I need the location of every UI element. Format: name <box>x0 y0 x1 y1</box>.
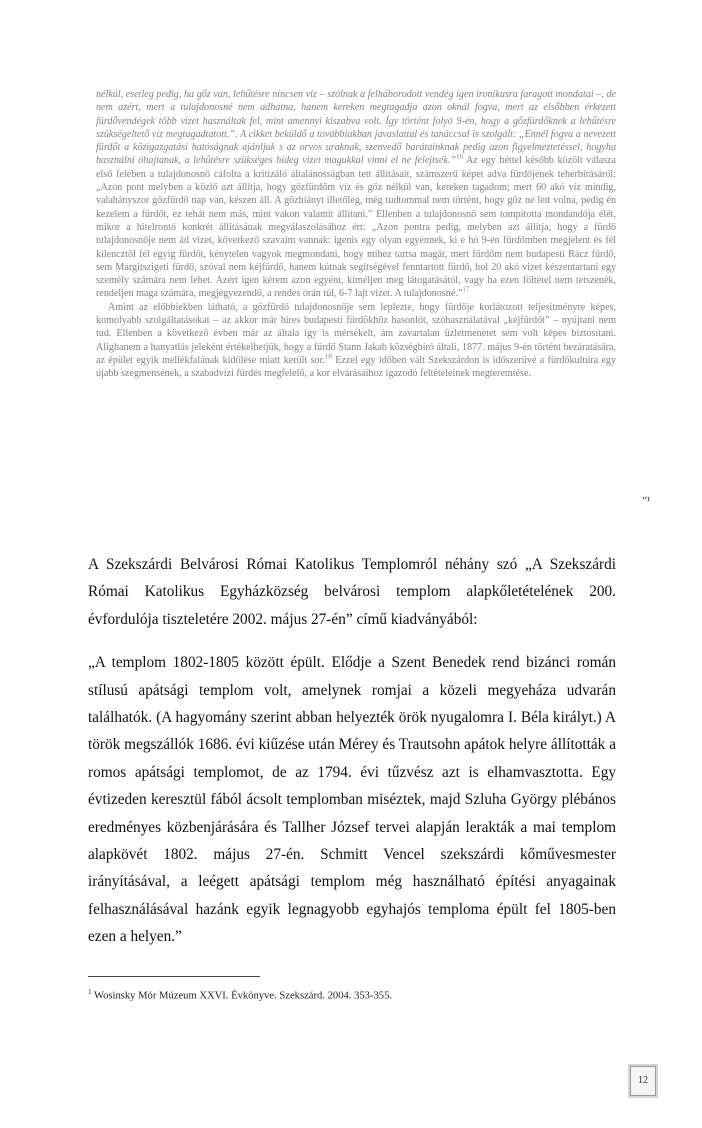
scanned-quotation-block <box>96 88 616 381</box>
footnote <box>88 988 608 1002</box>
footnote-number: 1 <box>88 988 92 996</box>
intro-paragraph: A Szekszárdi Belvárosi Római Katolikus Templomról néhány szó „A Szekszárdi Római Katolikus Egyházközség belvárosi templom alapkőletételének 200. évfordulója tiszteletére 2002. május 27-én” című kiadványából: <box>88 556 616 628</box>
quote-paragraph: „A templom 1802-1805 között épült. Elődje a Szent Benedek rend bizánci román stílusú apátsági templom volt, amelynek romjai a közeli megyeháza udvarán találhatók. (A hagyomány szerint abban helyezték örök nyugalomra I. Béla királyt.) A török megszállók 1686. évi kiűzése után Mérey és Trautsohn apátok helyre állították a romos apátsági templomot, de az 1794. évi tűzvész azt is elhamvasztotta. Egy évtizeden keresztül fából ácsolt templomban miséztek, majd Szluha György plébános eredményes közbenjárására és Tallher József tervei alapján lerakták a mai templom alapkövét 1802. május 27-én. Schmitt Vencel szekszárdi kőművesmester irányításával, a leégett apátsági templom még használható építési anyagainak felhasználásával hazánk egyik legnagyobb egyhajós temploma épült fel 1805-ben ezen a helyen.” <box>88 654 616 946</box>
footnote-divider <box>88 976 260 977</box>
scan-text: Az egy héttel később közölt válasza első felében a tulajdonosnő cáfolta a kritizáló általánosságban tett állításait, számszerű képet adva fürdőjének teherbírásáról: „Azon pont melyben a közlő azt állítja, hogy gőzfürdőm víz és gőz nélkül van, kereken tagadom; mert 60 akó víz mindig, valahányszor gőzfürdő nap van, készen áll. A gőzhiányt illetőleg, még tudtommal nem történt, hogy gőz ne lett volna, pedig én kezelem a fürdőt, ez tehát nem más, mint vakon valamit állítani.” Ellenben a tulajdonosnő sem tompította mondandója élét, mikor a hitelrontó konkrét állításának megválaszolásához ért: „Azon pontra pedig, melyben azt állítja, hogy a fürdő tulajdonosnője nem ád vizet, következő szavaim vannak: igenis egy olyan egyénnek, ki e hó 9-én fürdőmben megjelent és fél kilencztől fél egyig fürdőt, kénytelen vagyok megmondani, hogy mihez tartsa magát, mert fürdőm nem budapesti Rácz fürdő, sem Margitszigeti fürdő, szóval nem kéjfürdő, hanem kútnak segítségével fenntartott fürdő, hol 20 akó vizet készentartani egy személy számára nem lehet. Azért igen kérem azon egyént, kíméljen meg látogatásától, vagy ha ezen föltétel nem tetszenék, rendeljen maga számára, megjegyezendő, a rendes órán túl, 6-7 lajt vizet. A tulajdonosné.” <box>96 155 616 300</box>
footnote-ref: 18 <box>324 352 332 361</box>
scan-text: Amint az előbbiekben látható, a gőzfürdő tulajdonosnője sem leplezte, hogy fürdője korlátozott teljesítményre képes, komolyabb szolgáltatásokat – az akkor már híres budapesti fürdőkhöz hasonlót, szóhasználatával „kéjfürdőt” – nyújtani nem tud. Ellenben a következő évben már az általa így is mérsékelt, ám zavartalan üzletmenetet sem volt képes biztosítani. Alighanem a hanyatlás jeleként értékelhetjük, hogy a fürdő Stann Jakab községbíró általi, 1877. május 9-én történt bezáratására, az épület egyik mellékfalának kidőlése miatt került sor. <box>96 301 616 366</box>
scan-paragraph-1 <box>96 88 616 301</box>
closing-quote-mark: ”¹ <box>642 495 651 507</box>
scan-text: Ezzel egy időben vált Szekszárdon is időszerűvé a fürdőkultúra egy újabb szegmensének, a szabadvízi fürdés megfelelő, a kor elvárásaihoz igazodó feltételeinek megteremtése. <box>96 354 616 380</box>
footnote-ref: 16 <box>455 153 463 162</box>
scan-text: nélkül, esetleg pedig, ha gőz van, lehűtésre nincsen víz – szólnak a felháborodott vendég igen ironikusra faragott mondatai –, de nem azért, mert a tulajdonosné nem adhatna, hanem kereken megtagadja azon oknál fogva, mert az elsőbben érkezett fürdővendégek több vizet használtak fel, mint amennyi kiszabva volt. Így történt folyó 9-én, hogy a gőzfürdőknek a lehűtésre szükségeltető víz megtagadtatott.”. A cikket beküldő a továbbiakban javaslattal és tanáccsal is szolgált: „Ennél fogva a nevezett fürdőt a közigazgatási hatóságnak ajánljuk s az orvos uraknak, szenvedő barátainknak pedig azon figyelmeztetéssel, hogyha használni óhajtanak, a lehűtésre szükséges hideg vizet magukkal vinni el ne felejtsék.” <box>96 89 616 167</box>
page-number: 12 <box>630 1066 656 1096</box>
scan-paragraph-2 <box>96 301 616 381</box>
footnote-ref: 17 <box>462 286 470 295</box>
main-text <box>88 551 616 967</box>
footnote-text: Wosinsky Mór Múzeum XXVI. Évkönyve. Szekszárd. 2004. 353-355. <box>91 990 393 1002</box>
